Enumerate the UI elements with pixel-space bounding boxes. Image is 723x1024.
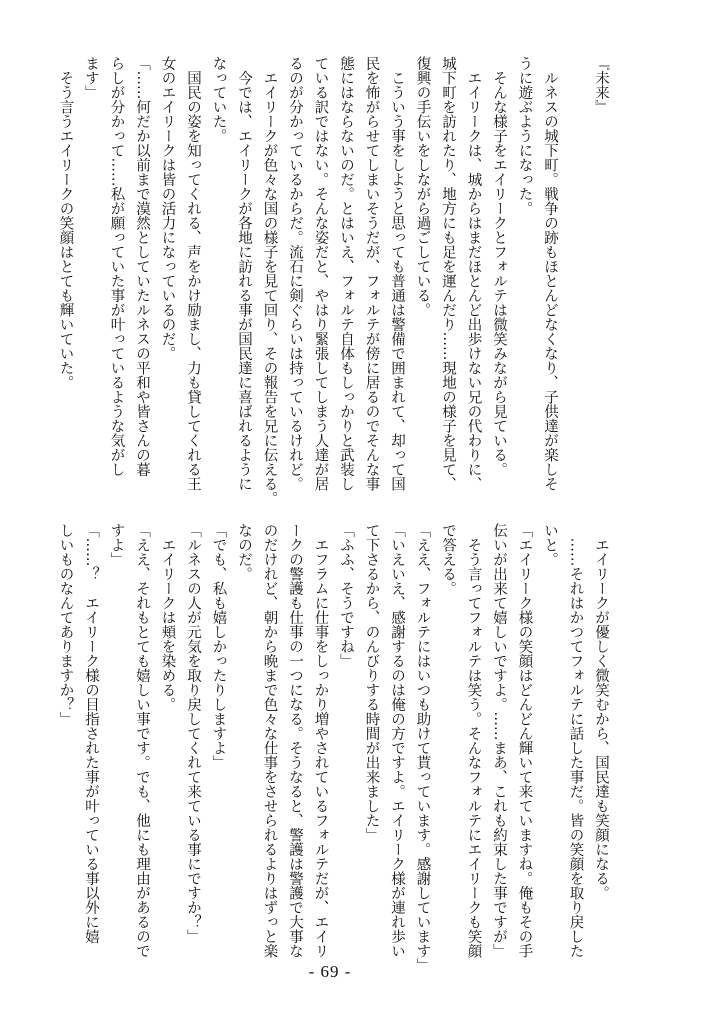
text-line: エイリークは、城からはまだほとんど出歩けない兄の代わりに、 xyxy=(465,56,482,491)
text-line: 復興の手伝いをしながら過ごしている。 xyxy=(414,56,431,317)
text-line: ます」 xyxy=(83,56,99,100)
text-line: ークの警護も仕事の一つになる。そうなると、警護は警護で大事な xyxy=(287,523,303,958)
text-line: そう言ってフォルテは笑う。そんなフォルテにエイリークも笑顔 xyxy=(465,523,482,958)
text-line: 「ルネスの人が元気を取り戻してくれて来ている事にですか？」 xyxy=(185,523,201,944)
upper-text-block xyxy=(52,56,613,518)
text-line: 「エイリーク様の笑顔はどんどん輝いて来ていますね。俺もその手 xyxy=(516,523,533,958)
text-line: いと。 xyxy=(542,523,558,567)
text-line: エイリークは頬を染める。 xyxy=(159,523,176,712)
text-line: なっていた。 xyxy=(210,56,227,143)
text-line: 国民の姿を知ってくれる、声をかけ励まし、力も貸してくれる王 xyxy=(185,56,201,491)
text-line: で答える。 xyxy=(440,523,456,596)
page-number: - 69 - xyxy=(308,962,352,981)
text-line: そんな様子をエイリークとフォルテは微笑みながら見ている。 xyxy=(491,56,507,477)
text-line: 「ええ、それもとても嬉しい事です。でも、他にも理由があるので xyxy=(134,523,150,958)
text-line: 態にはならないのだ。とはいえ、フォルテ自体もしっかりと武装し xyxy=(338,56,354,491)
text-line: 「……何だか以前まで漠然としていたルネスの平和や皆さんの暮 xyxy=(134,56,150,477)
chapter-title: 『未来』 xyxy=(593,56,609,114)
text-line: 「ええ、フォルテにはいつも助けて貰っています。感謝しています」 xyxy=(414,523,431,973)
text-line: エイリークが優しく微笑むから、国民達も笑顔になる。 xyxy=(593,523,609,900)
text-line: らしが分かって……私が願っていた事が叶っているような気がし xyxy=(108,56,125,477)
text-line: 城下町を訪れたり、地方にも足を運んだり……現地の様子を見て、 xyxy=(440,56,456,491)
lower-text-block xyxy=(52,523,613,985)
text-line: ルネスの城下町。戦争の跡もほとんどなくなり、子供達が楽しそ xyxy=(542,56,558,491)
text-line: なのだ。 xyxy=(236,523,252,581)
text-line: のだけれど、朝から晩まで色々な仕事をさせられるよりはずっと楽 xyxy=(261,523,278,958)
text-line: ている訳ではない。そんな姿だと、やはり緊張してしまう人達が居 xyxy=(312,56,329,491)
text-line: るのが分かっているからだ。流石に剣ぐらいは持っているけれど。 xyxy=(287,56,303,491)
text-line: 「ふふ、そうですね」 xyxy=(338,523,354,668)
text-line: 民を怖がらせてしまいそうだが、フォルテが傍に居るのでそんな事 xyxy=(363,56,380,491)
text-line: しいものなんてありますか？」 xyxy=(57,523,74,726)
text-line: 伝いが出来て嬉しいですよ。……まあ、これも約束した事ですが」 xyxy=(491,523,507,958)
text-line: こういう事をしようと思っても普通は警備で囲まれて、却って国 xyxy=(389,56,405,491)
text-line: 今では、エイリークが各地に訪れる事が国民達に喜ばれるように xyxy=(236,56,252,491)
text-line: て下さるから、のんびりする時間が出来ました」 xyxy=(363,523,380,842)
text-line: 女のエイリークは皆の活力になっているのだ。 xyxy=(159,56,176,361)
text-line: うに遊ぶようになった。 xyxy=(516,56,533,216)
text-line: そう言うエイリークの笑顔はとても輝いていた。 xyxy=(57,56,74,390)
text-line: エイリークが色々な国の様子を見て回り、その報告を兄に伝える。 xyxy=(261,56,278,506)
text-line: すよ」 xyxy=(108,523,125,567)
text-line: エフラムに仕事をしっかり増やされているフォルテだが、エイリ xyxy=(312,523,329,958)
text-line: 「……？ エイリーク様の目指された事が叶っている事以外に嬉 xyxy=(83,523,99,944)
text-line: 「いえいえ、感謝するのは俺の方ですよ。エイリーク様が連れ歩い xyxy=(389,523,405,958)
text-line: ……それはかつてフォルテに話した事だ。皆の笑顔を取り戻した xyxy=(567,523,584,958)
text-line: 「でも、私も嬉しかったりしますよ」 xyxy=(210,523,227,770)
blank-line xyxy=(562,56,588,518)
